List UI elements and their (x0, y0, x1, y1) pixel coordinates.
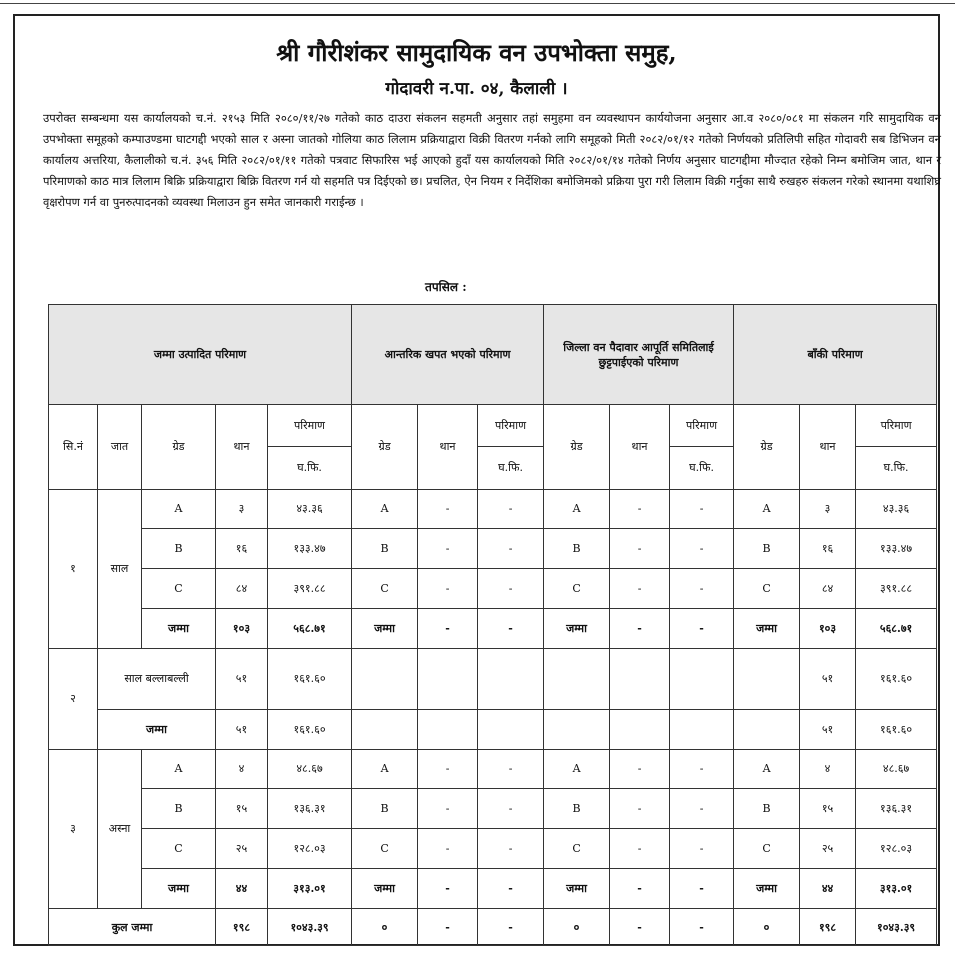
col-grade: ग्रेड (352, 405, 418, 489)
grade-cell: B (734, 529, 800, 569)
volume-cell: १६१.६० (856, 649, 937, 709)
grade-cell: B (142, 789, 216, 829)
grade-cell: ० (352, 909, 418, 946)
volume-cell: १६१.६० (268, 649, 352, 709)
pieces-cell: - (418, 909, 478, 946)
grade-cell: B (544, 789, 610, 829)
grade-cell: ० (734, 909, 800, 946)
volume-cell: १६१.६० (268, 709, 352, 749)
col-pieces: थान (418, 405, 478, 489)
volume-cell: १२८.०३ (856, 829, 937, 869)
volume-cell: - (670, 609, 734, 649)
table-row (49, 789, 937, 829)
volume-cell: ५६८.७१ (268, 609, 352, 649)
volume-cell: १३६.३१ (856, 789, 937, 829)
row-species: अस्ना (98, 749, 142, 909)
pieces-cell: ८४ (216, 569, 268, 609)
volume-cell: ४८.६७ (856, 749, 937, 789)
pieces-cell: ४ (800, 749, 856, 789)
volume-cell: १३३.४७ (268, 529, 352, 569)
timber-table (48, 304, 937, 946)
table-row (49, 829, 937, 869)
pieces-cell: ४४ (800, 869, 856, 909)
col-unit: घ.फि. (856, 447, 937, 489)
pieces-cell: - (418, 529, 478, 569)
notice-frame (13, 14, 940, 946)
pieces-cell: ३ (216, 489, 268, 529)
volume-cell: - (478, 869, 544, 909)
volume-cell: - (478, 569, 544, 609)
table-row (49, 529, 937, 569)
pieces-cell: - (610, 829, 670, 869)
volume-cell: - (670, 829, 734, 869)
pieces-cell: १६ (216, 529, 268, 569)
grade-cell: A (734, 489, 800, 529)
pieces-cell: - (610, 869, 670, 909)
col-pieces: थान (800, 405, 856, 489)
grand-total-label: कुल जम्मा (49, 909, 216, 946)
subtotal-label: जम्मा (544, 609, 610, 649)
volume-cell: ४३.३६ (856, 489, 937, 529)
pieces-cell: - (610, 569, 670, 609)
table-row-subtotal (49, 869, 937, 909)
volume-cell: १६१.६० (856, 709, 937, 749)
pieces-cell: - (418, 489, 478, 529)
grade-cell: C (734, 569, 800, 609)
volume-cell: ३१३.०१ (856, 869, 937, 909)
grade-cell: B (544, 529, 610, 569)
grade-cell: A (352, 489, 418, 529)
grade-cell: C (142, 569, 216, 609)
volume-cell: ४३.३६ (268, 489, 352, 529)
col-sn: सि.नं (49, 405, 98, 489)
details-label: तपसिल : (425, 280, 467, 294)
subtotal-label: जम्मा (352, 869, 418, 909)
pieces-cell: - (610, 749, 670, 789)
notice-subtitle: गोदावरी न.पा. ०४, कैलाली । (385, 79, 568, 99)
volume-cell: ४८.६७ (268, 749, 352, 789)
grade-cell: A (734, 749, 800, 789)
volume-cell: - (670, 529, 734, 569)
grade-cell: C (142, 829, 216, 869)
pieces-cell: - (418, 789, 478, 829)
grade-cell: C (544, 829, 610, 869)
pieces-cell: - (418, 569, 478, 609)
col-grade: ग्रेड (544, 405, 610, 489)
volume-cell: १२८.०३ (268, 829, 352, 869)
row-species: साल बल्लाबल्ली (98, 649, 216, 709)
col-unit: घ.फि. (268, 447, 352, 489)
volume-cell: - (670, 749, 734, 789)
pieces-cell: - (418, 829, 478, 869)
table-row-grand-total (49, 909, 937, 946)
volume-cell: - (670, 489, 734, 529)
subtotal-label: जम्मा (734, 869, 800, 909)
volume-cell: - (478, 489, 544, 529)
subtotal-label: जम्मा (142, 609, 216, 649)
pieces-cell: १९८ (800, 909, 856, 946)
volume-cell: - (670, 909, 734, 946)
col-pieces: थान (610, 405, 670, 489)
pieces-cell: २५ (800, 829, 856, 869)
volume-cell: - (670, 789, 734, 829)
subtotal-label: जम्मा (544, 869, 610, 909)
pieces-cell: १९८ (216, 909, 268, 946)
pieces-cell: - (418, 609, 478, 649)
col-species: जात (98, 405, 142, 489)
volume-cell: ३९१.८८ (856, 569, 937, 609)
pieces-cell: १०३ (216, 609, 268, 649)
grade-cell: C (734, 829, 800, 869)
subtotal-label: जम्मा (98, 709, 216, 749)
grade-cell: A (352, 749, 418, 789)
grade-cell: C (352, 569, 418, 609)
subtotal-label: जम्मा (142, 869, 216, 909)
pieces-cell: ४ (216, 749, 268, 789)
col-volume: परिमाण (856, 405, 937, 447)
subtotal-label: जम्मा (734, 609, 800, 649)
volume-cell: १०४३.३९ (268, 909, 352, 946)
grade-cell: B (352, 529, 418, 569)
pieces-cell: - (610, 789, 670, 829)
header-district-supply: जिल्ला वन पैदावार आपूर्ति समितिलाई छुट्टपाईएको परिमाण (544, 305, 734, 405)
volume-cell: - (478, 789, 544, 829)
table-row-subtotal (49, 709, 937, 749)
volume-cell: ३१३.०१ (268, 869, 352, 909)
table-row (49, 749, 937, 789)
pieces-cell: २५ (216, 829, 268, 869)
top-rule (0, 3, 955, 4)
pieces-cell: १५ (216, 789, 268, 829)
volume-cell: १३३.४७ (856, 529, 937, 569)
subtotal-label: जम्मा (352, 609, 418, 649)
volume-cell: - (478, 609, 544, 649)
pieces-cell: ४४ (216, 869, 268, 909)
pieces-cell: - (610, 609, 670, 649)
pieces-cell: १६ (800, 529, 856, 569)
volume-cell: ३९१.८८ (268, 569, 352, 609)
pieces-cell: १०३ (800, 609, 856, 649)
volume-cell: - (478, 829, 544, 869)
grade-cell: C (352, 829, 418, 869)
pieces-cell: ५१ (216, 649, 268, 709)
grade-cell: B (352, 789, 418, 829)
volume-cell: १३६.३१ (268, 789, 352, 829)
pieces-cell: - (418, 869, 478, 909)
pieces-cell: १५ (800, 789, 856, 829)
notice-title: श्री गौरीशंकर सामुदायिक वन उपभोक्ता समुह, (276, 38, 677, 67)
col-unit: घ.फि. (478, 447, 544, 489)
grade-cell: A (142, 489, 216, 529)
table-row-subtotal (49, 609, 937, 649)
col-pieces: थान (216, 405, 268, 489)
row-species: साल (98, 489, 142, 649)
col-grade: ग्रेड (734, 405, 800, 489)
pieces-cell: - (610, 489, 670, 529)
row-sn: १ (49, 489, 98, 649)
pieces-cell: ५१ (800, 709, 856, 749)
pieces-cell: - (610, 529, 670, 569)
header-remaining: बाँकी परिमाण (734, 305, 937, 405)
notice-body-text: उपरोक्त सम्बन्धमा यस कार्यालयको च.नं. २१५३ मिति २०८०/११/२७ गतेको काठ दाउरा संकलन सहमती अनुसार तहां समुहमा वन व्यवस्थापन कार्ययोजना अनुसार आ.व २०८०/०८१ मा संकलन गरि सामुदायिक वन उपभोक्ता समूहको कम्पाउण्डमा घाटगद्दी भएको साल र अस्ना जातको गोलिया काठ लिलाम प्रक्रियाद्वारा विक्री वितरण गर्नको लागि समूहको मिती २०८२/०१/१२ गतेको निर्णयको प्रतिलिपी सहित गोदावरी सब डिभिजन वन कार्यालय अत्तरिया, कैलालीको च.नं. ३५६ मिति २०८२/०१/११ गतेको पत्रवाट सिफारिस भई आएको हुदाँ यस कार्यालयको मिति २०८२/०१/१४ गतेको निर्णय अनुसार घाटगद्दीमा मौज्दात रहेको निम्न बमोजिम जात, थान र परिमाणको काठ मात्र लिलाम बिक्रि प्रक्रियाद्वारा बिक्रि वितरण गर्न यो सहमति पत्र दिईएको छ। प्रचलित, ऐन नियम र निर्देशिका बमोजिमको प्रक्रिया पुरा गरी लिलाम विक्री गर्नुका साथै रुखहरु संकलन गरेको स्थानमा यथाशिघ्र वृक्षरोपण गर्न वा पुनरुत्पादनको व्यवस्था मिलाउन हुन समेत जानकारी गराईन्छ । (43, 111, 941, 209)
grade-cell: A (142, 749, 216, 789)
volume-cell: - (478, 909, 544, 946)
col-unit: घ.फि. (670, 447, 734, 489)
grade-cell: C (544, 569, 610, 609)
table-row (49, 569, 937, 609)
volume-cell: - (478, 749, 544, 789)
row-sn: ३ (49, 749, 98, 909)
table-row (49, 649, 937, 709)
pieces-cell: ८४ (800, 569, 856, 609)
volume-cell: - (670, 569, 734, 609)
volume-cell: - (478, 529, 544, 569)
header-total-produced: जम्मा उत्पादित परिमाण (49, 305, 352, 405)
pieces-cell: - (610, 909, 670, 946)
volume-cell: १०४३.३९ (856, 909, 937, 946)
pieces-cell: - (418, 749, 478, 789)
col-volume: परिमाण (268, 405, 352, 447)
col-volume: परिमाण (670, 405, 734, 447)
pieces-cell: ३ (800, 489, 856, 529)
grade-cell: B (734, 789, 800, 829)
grade-cell: A (544, 489, 610, 529)
volume-cell: - (670, 869, 734, 909)
header-internal-consumption: आन्तरिक खपत भएको परिमाण (352, 305, 544, 405)
pieces-cell: ५१ (800, 649, 856, 709)
grade-cell: B (142, 529, 216, 569)
volume-cell: ५६८.७१ (856, 609, 937, 649)
grade-cell: A (544, 749, 610, 789)
col-grade: ग्रेड (142, 405, 216, 489)
row-sn: २ (49, 649, 98, 749)
col-volume: परिमाण (478, 405, 544, 447)
table-row (49, 489, 937, 529)
pieces-cell: ५१ (216, 709, 268, 749)
grade-cell: ० (544, 909, 610, 946)
